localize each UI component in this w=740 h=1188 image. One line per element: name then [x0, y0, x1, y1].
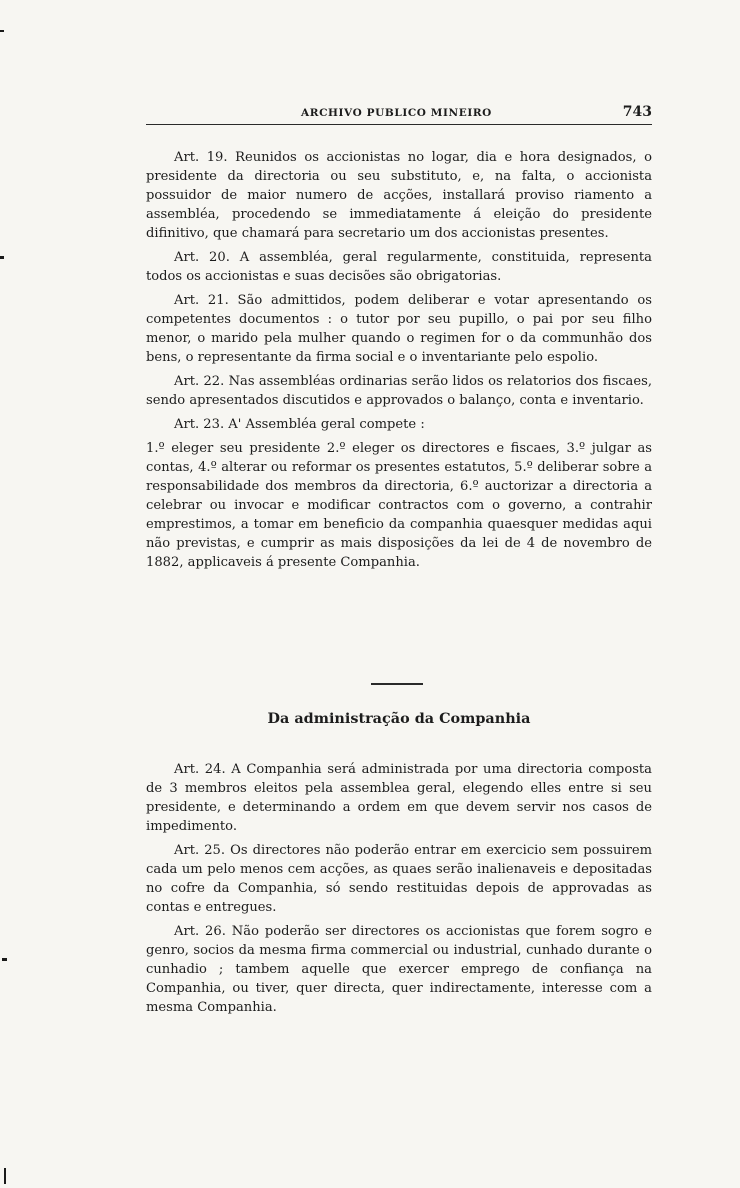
page-number: 743 [622, 104, 652, 120]
article-21: Art. 21. São admittidos, podem deliberar e votar apresentando os competentes documentos : o tutor por seu pupillo, o pai por seu filho menor, o marido pela mulher quando o regimen for o da communhão dos bens, o representante da firma social e o inventariante pelo espolio. [146, 293, 652, 365]
margin-mark [0, 30, 4, 32]
running-header [146, 104, 652, 125]
articles-top [146, 148, 652, 577]
article-24: Art. 24. A Companhia será administrada por uma directoria composta de 3 membros eleitos pela assemblea geral, elegendo elles entre si seu presidente, e determinando a ordem em que devem servir nos casos de impedimento. [146, 762, 652, 834]
margin-mark [2, 958, 7, 961]
margin-mark [0, 256, 4, 259]
margin-mark [4, 1168, 6, 1184]
article-25: Art. 25. Os directores não poderão entrar em exercicio sem possuirem cada um pelo menos cem acções, as quaes serão inalienaveis e depositadas no cofre da Companhia, só sendo restituidas depois de approvadas as contas e entregues. [146, 843, 652, 915]
article-20: Art. 20. A assembléa, geral regularmente, constituida, representa todos os accionistas e suas decisões são obrigatorias. [146, 250, 652, 284]
article-23-items: 1.º eleger seu presidente 2.º eleger os directores e fiscaes, 3.º julgar as contas, 4.º alterar ou reformar os presentes estatutos, 5.º deliberar sobre a responsabilidade dos membros da directoria, 6.º auctorizar a directoria a celebrar ou invocar e modificar contractos com o governo, a contrahir emprestimos, a tomar em beneficio da companhia quaesquer medidas aqui não previstas, e cumprir as mais disposições da lei de 4 de novembro de 1882, applicaveis á presente Companhia. [146, 441, 652, 570]
section-divider [371, 683, 423, 685]
section-title: Da administração da Companhia [267, 710, 531, 727]
article-22: Art. 22. Nas assembléas ordinarias serão lidos os relatorios dos fiscaes, sendo apresentados discutidos e approvados o balanço, conta e inventario. [146, 374, 652, 408]
running-title: ARCHIVO PUBLICO MINEIRO [301, 107, 492, 119]
article-26: Art. 26. Não poderão ser directores os accionistas que forem sogro e genro, socios da mesma firma commercial ou industrial, cunhado durante o cunhadio ; tambem aquelle que exercer emprego de confiança na Companhia, ou tiver, quer directa, quer indirectamente, interesse com a mesma Companhia. [146, 924, 652, 1015]
article-23: Art. 23. A' Assembléa geral compete : [174, 417, 425, 432]
articles-bottom [146, 760, 652, 1022]
article-19: Art. 19. Reunidos os accionistas no logar, dia e hora designados, o presidente da directoria ou seu substituto, e, na falta, o accionista possuidor de maior numero de acções, installará proviso riamento a assembléa, procedendo se immediatamente á eleição do presidente difinitivo, que chamará para secretario um dos accionistas presentes. [146, 150, 652, 241]
